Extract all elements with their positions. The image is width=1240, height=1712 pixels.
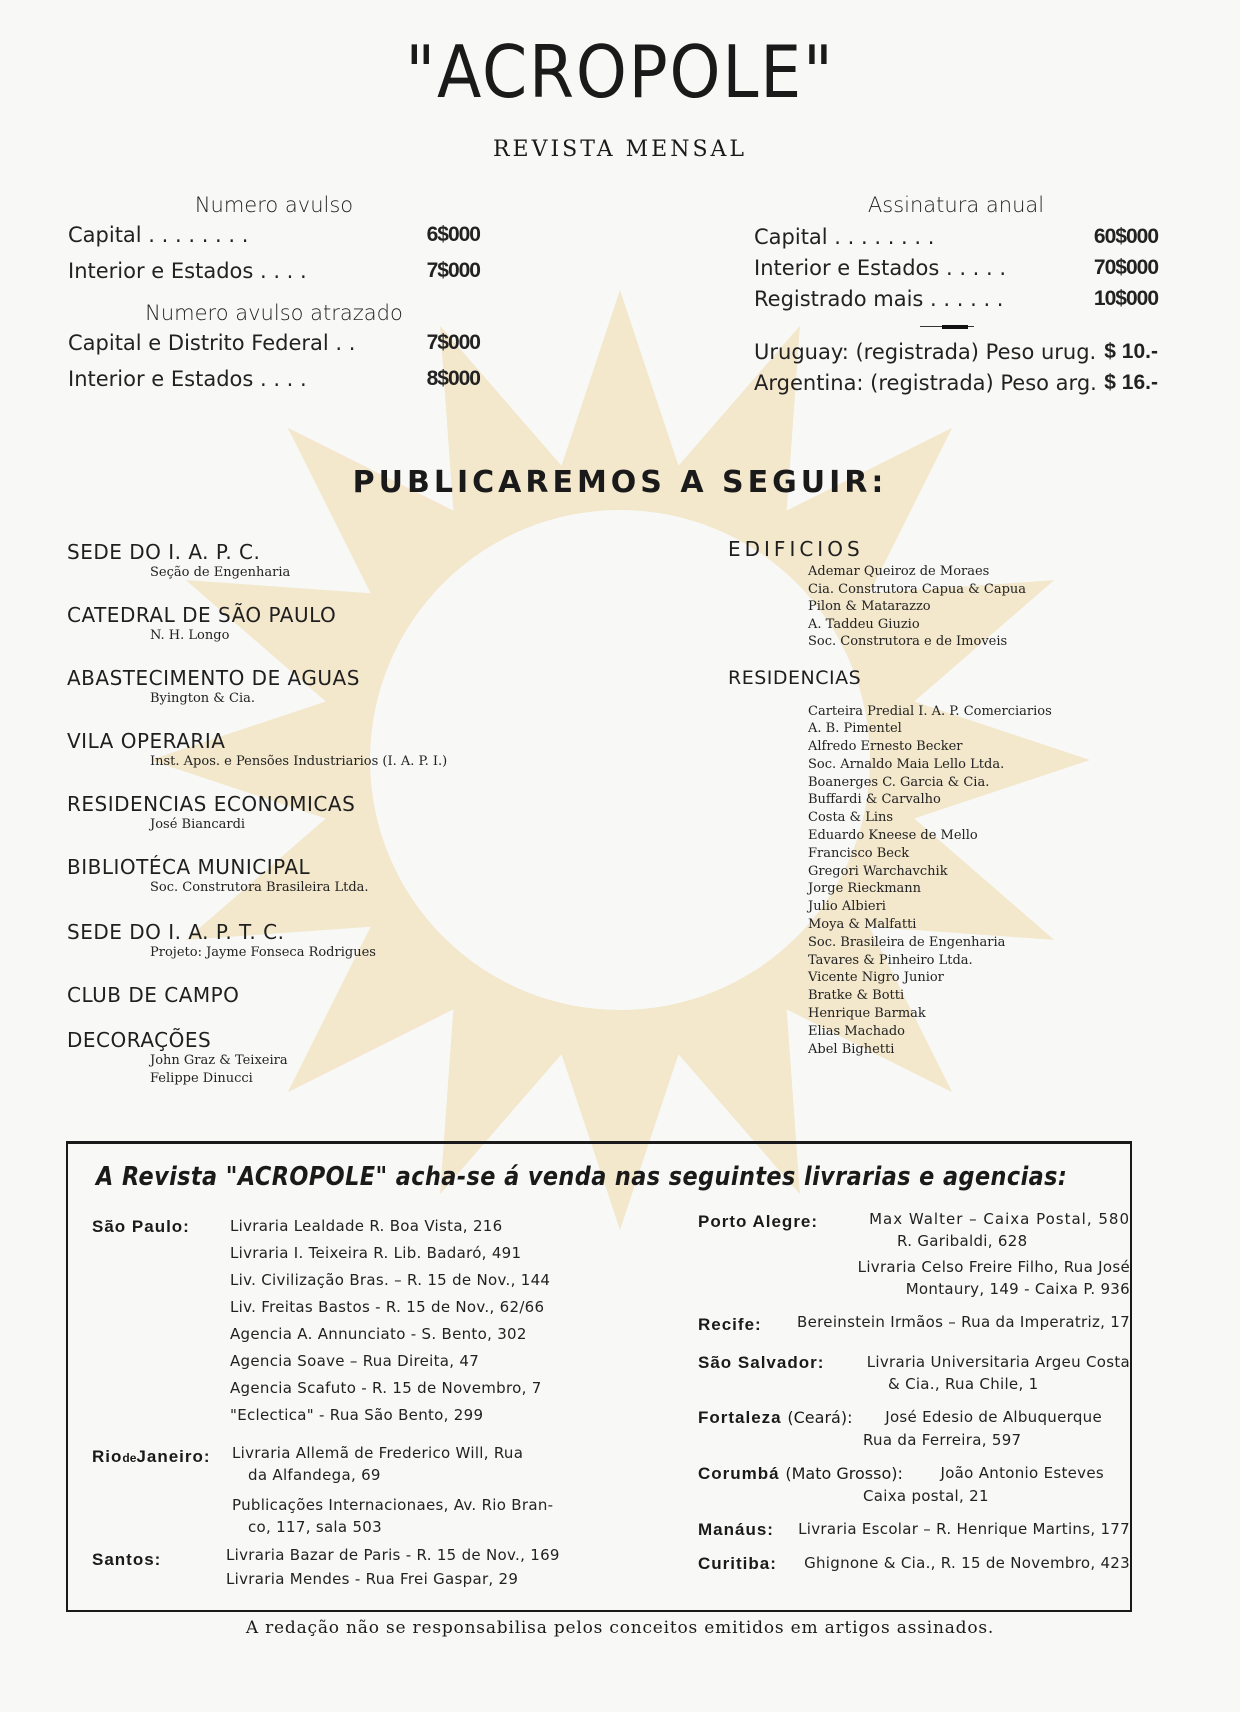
upcoming-item-title: SEDE DO I. A. P. T. C. <box>67 920 285 944</box>
upcoming-right-list <box>728 537 1052 1058</box>
city-rio-c: Janeiro: <box>136 1447 211 1466</box>
upcoming-item-credit: Ademar Queiroz de Moraes <box>808 564 990 579</box>
price-row-foreign <box>754 371 1158 402</box>
shop-line: Livraria Universitaria Argeu Costa <box>866 1353 1130 1371</box>
city-entry-curitiba <box>698 1548 1130 1578</box>
upcoming-item <box>67 1028 447 1088</box>
shop-line: da Alfandega, 69 <box>248 1466 381 1484</box>
shop-line: Ghignone & Cia., R. 15 de Novembro, 423 <box>804 1554 1130 1572</box>
shop-line: Caixa postal, 21 <box>863 1487 989 1505</box>
city-rio-a: Rio <box>92 1447 123 1466</box>
price-value: 8$000 <box>426 367 480 390</box>
price-row <box>68 331 480 367</box>
upcoming-item-credit: Elias Machado <box>808 1023 905 1039</box>
upcoming-item-title: VILA OPERARIA <box>67 729 226 753</box>
upcoming-item-credit: Soc. Brasileira de Engenharia <box>808 934 1006 950</box>
shop-line: Liv. Civilização Bras. – R. 15 de Nov., 144 <box>230 1271 551 1289</box>
upcoming-item-credit: Gregori Warchavchik <box>808 863 948 879</box>
upcoming-item-credit: Eduardo Kneese de Mello <box>808 828 978 844</box>
price-value: 70$000 <box>1093 256 1158 279</box>
city-entry-corumba <box>698 1456 1130 1510</box>
city-entry-fortaleza <box>698 1400 1130 1456</box>
price-value: 7$000 <box>426 331 480 354</box>
upcoming-item <box>67 729 447 792</box>
price-value: $ 16.- <box>1104 371 1158 394</box>
upcoming-item-credit: Pilon & Matarazzo <box>808 599 931 614</box>
footer-disclaimer: A redação não se responsabilisa pelos conceitos emitidos em artigos assinados. <box>245 1618 995 1638</box>
upcoming-item-credit: Julio Albieri <box>808 899 886 915</box>
price-block-single <box>68 193 480 403</box>
upcoming-item-credit: Jorge Rieckmann <box>808 881 922 897</box>
shop-line: José Edesio de Albuquerque <box>885 1408 1102 1426</box>
upcoming-item-credit: Tavares & Pinheiro Ltda. <box>808 952 973 968</box>
shop-line: Livraria Bazar de Paris - R. 15 de Nov., 169 <box>226 1546 560 1564</box>
shop-line: Livraria Escolar – R. Henrique Martins, 177 <box>798 1520 1130 1538</box>
city-rio-de-janeiro <box>92 1447 211 1467</box>
upcoming-item-credit: Inst. Apos. e Pensões Industriarios (I. A. P. I.) <box>150 754 448 769</box>
price-value: 7$000 <box>426 259 480 282</box>
shop-line: Livraria Lealdade R. Boa Vista, 216 <box>230 1217 503 1235</box>
upcoming-item-credit: Costa & Lins <box>808 810 894 826</box>
upcoming-item-credit: Seção de Engenharia <box>150 565 291 580</box>
city-manaus: Manáus: <box>698 1520 774 1539</box>
shop-line: Agencia Soave – Rua Direita, 47 <box>230 1352 480 1370</box>
shop-line: João Antonio Esteves <box>940 1464 1104 1482</box>
price-label: Registrado mais . . . . . . <box>754 287 1004 311</box>
shop-line: "Eclectica" - Rua São Bento, 299 <box>230 1406 484 1424</box>
upcoming-item-credit: Abel Bighetti <box>808 1041 895 1057</box>
price-label: Interior e Estados . . . . <box>68 259 307 283</box>
upcoming-item-credit: José Biancardi <box>150 817 246 832</box>
upcoming-item-credit: Cia. Construtora Capua & Capua <box>808 581 1027 597</box>
ornament-divider <box>754 318 1158 340</box>
upcoming-item <box>67 603 447 666</box>
price-heading-single: Numero avulso <box>194 193 354 217</box>
upcoming-item-title: CLUB DE CAMPO <box>67 983 240 1007</box>
santos-shops <box>226 1546 560 1592</box>
upcoming-item-credit: John Graz & Teixeira <box>150 1053 288 1068</box>
city-porto-alegre: Porto Alegre: <box>698 1212 819 1231</box>
shop-line: Rua da Ferreira, 597 <box>863 1431 1022 1449</box>
price-value: $ 10.- <box>1104 340 1158 363</box>
upcoming-item-credit: Soc. Arnaldo Maia Lello Ltda. <box>808 756 1005 772</box>
price-row <box>754 287 1158 318</box>
city-fortaleza-name: Fortaleza <box>698 1408 782 1427</box>
city-curitiba: Curitiba: <box>698 1554 777 1573</box>
shop-line: Livraria Mendes - Rua Frei Gaspar, 29 <box>226 1570 519 1588</box>
price-heading-back-issue: Numero avulso atrazado <box>145 301 403 325</box>
city-entry-recife <box>698 1310 1130 1350</box>
shop-line: Livraria Celso Freire Filho, Rua José <box>857 1258 1130 1276</box>
upcoming-item-title: RESIDENCIAS ECONOMICAS <box>67 792 356 816</box>
city-corumba-region: (Mato Grosso): <box>785 1464 903 1483</box>
shop-line: & Cia., Rua Chile, 1 <box>888 1375 1039 1393</box>
price-label: Capital . . . . . . . . <box>754 225 935 249</box>
upcoming-item-title: RESIDENCIAS <box>728 666 862 689</box>
upcoming-item-credit: Soc. Construtora Brasileira Ltda. <box>150 880 369 895</box>
shop-line: Agencia A. Annunciato - S. Bento, 302 <box>230 1325 527 1343</box>
shop-line: Publicações Internacionaes, Av. Rio Bran- <box>232 1496 554 1514</box>
city-entry-sao-salvador <box>698 1350 1130 1400</box>
masthead-subtitle: REVISTA MENSAL <box>492 137 748 162</box>
price-label: Capital . . . . . . . . <box>68 223 249 247</box>
price-label: Capital e Distrito Federal . . <box>68 331 356 355</box>
shop-line: Livraria Allemã de Frederico Will, Rua <box>232 1444 524 1462</box>
upcoming-item <box>67 792 447 855</box>
city-sao-salvador: São Salvador: <box>698 1353 825 1372</box>
upcoming-item-credit: Felippe Dinucci <box>150 1071 253 1086</box>
upcoming-item-credit: Boanerges C. Garcia & Cia. <box>808 774 990 790</box>
city-entry-porto-alegre-2 <box>698 1254 1130 1310</box>
upcoming-item-title: ABASTECIMENTO DE AGUAS <box>67 666 360 690</box>
shop-line: R. Garibaldi, 628 <box>897 1232 1028 1250</box>
upcoming-item-credit: Soc. Construtora e de Imoveis <box>808 634 1008 649</box>
city-corumba-name: Corumbá <box>698 1464 780 1483</box>
price-value: 60$000 <box>1093 225 1158 248</box>
price-row <box>68 259 480 295</box>
price-value: 6$000 <box>426 223 480 246</box>
upcoming-item-credit: Carteira Predial I. A. P. Comerciarios <box>808 703 1052 719</box>
city-recife: Recife: <box>698 1315 762 1334</box>
edificios-credits <box>808 563 1052 651</box>
masthead-title: "ACROPOLE" <box>405 30 835 114</box>
price-value: 10$000 <box>1093 287 1158 310</box>
price-label: Interior e Estados . . . . . <box>754 256 1007 280</box>
upcoming-item-credit: Projeto: Jayme Fonseca Rodrigues <box>150 945 376 960</box>
upcoming-item <box>67 666 447 729</box>
price-row-foreign <box>754 340 1158 371</box>
upcoming-item-title: DECORAÇÕES <box>67 1028 212 1052</box>
upcoming-item <box>67 540 447 603</box>
upcoming-item <box>67 855 447 920</box>
price-row <box>754 256 1158 287</box>
upcoming-item-credit: Bratke & Botti <box>808 988 905 1004</box>
city-entry-manaus <box>698 1510 1130 1548</box>
upcoming-left-list <box>67 540 447 1088</box>
sao-paulo-shops <box>230 1213 550 1429</box>
city-santos: Santos: <box>92 1550 162 1569</box>
city-fortaleza <box>698 1408 852 1428</box>
price-heading-annual: Assinatura anual <box>867 193 1045 217</box>
city-fortaleza-region: (Ceará): <box>787 1408 853 1427</box>
upcoming-item-title: EDIFICIOS <box>728 537 864 561</box>
upcoming-item-credit: Henrique Barmak <box>808 1006 926 1022</box>
shop-line: Max Walter – Caixa Postal, 580 <box>869 1210 1130 1228</box>
shop-line: Liv. Freitas Bastos - R. 15 de Nov., 62/66 <box>230 1298 545 1316</box>
upcoming-item-title: SEDE DO I. A. P. C. <box>67 540 261 564</box>
sales-box-title: A Revista "ACROPOLE" acha-se á venda nas seguintes livrarias e agencias: <box>96 1162 1068 1192</box>
upcoming-item-credit: A. Taddeu Giuzio <box>808 616 920 632</box>
price-row <box>68 367 480 403</box>
price-label: Argentina: (registrada) Peso arg. <box>754 371 1097 395</box>
shop-line: Montaury, 149 - Caixa P. 936 <box>905 1280 1130 1298</box>
upcoming-item-title: CATEDRAL DE SÃO PAULO <box>67 603 337 627</box>
shop-line: Livraria I. Teixeira R. Lib. Badaró, 491 <box>230 1244 522 1262</box>
shop-line: Agencia Scafuto - R. 15 de Novembro, 7 <box>230 1379 542 1397</box>
upcoming-item-credit: Vicente Nigro Junior <box>808 970 944 986</box>
upcoming-item-credit: Byington & Cia. <box>150 691 255 706</box>
price-row <box>754 225 1158 256</box>
price-row <box>68 223 480 259</box>
price-block-annual <box>754 193 1158 402</box>
city-rio-b: de <box>122 1451 137 1465</box>
upcoming-item <box>67 920 447 983</box>
upcoming-title: PUBLICAREMOS A SEGUIR: <box>352 465 888 500</box>
sales-right-column <box>698 1210 1130 1578</box>
upcoming-item-credit: Moya & Malfatti <box>808 917 917 933</box>
upcoming-item-credit: Buffardi & Carvalho <box>808 792 941 808</box>
price-label: Uruguay: (registrada) Peso urug. <box>754 340 1097 364</box>
upcoming-item-credit: Alfredo Ernesto Becker <box>808 739 963 755</box>
city-corumba <box>698 1464 903 1484</box>
upcoming-item-credit: A. B. Pimentel <box>808 721 902 737</box>
residencias-credits <box>808 703 1052 1059</box>
city-entry-porto-alegre <box>698 1210 1130 1254</box>
upcoming-item-credit: N. H. Longo <box>150 628 230 643</box>
price-label: Interior e Estados . . . . <box>68 367 307 391</box>
upcoming-item <box>67 983 447 1028</box>
rio-shops <box>232 1444 553 1540</box>
upcoming-item-credit: Francisco Beck <box>808 845 910 861</box>
shop-line: Bereinstein Irmãos – Rua da Imperatriz, 17 <box>797 1313 1130 1331</box>
shop-line: co, 117, sala 503 <box>248 1518 382 1536</box>
city-sao-paulo: São Paulo: <box>92 1217 190 1236</box>
upcoming-item-title: BIBLIOTÉCA MUNICIPAL <box>67 855 311 879</box>
